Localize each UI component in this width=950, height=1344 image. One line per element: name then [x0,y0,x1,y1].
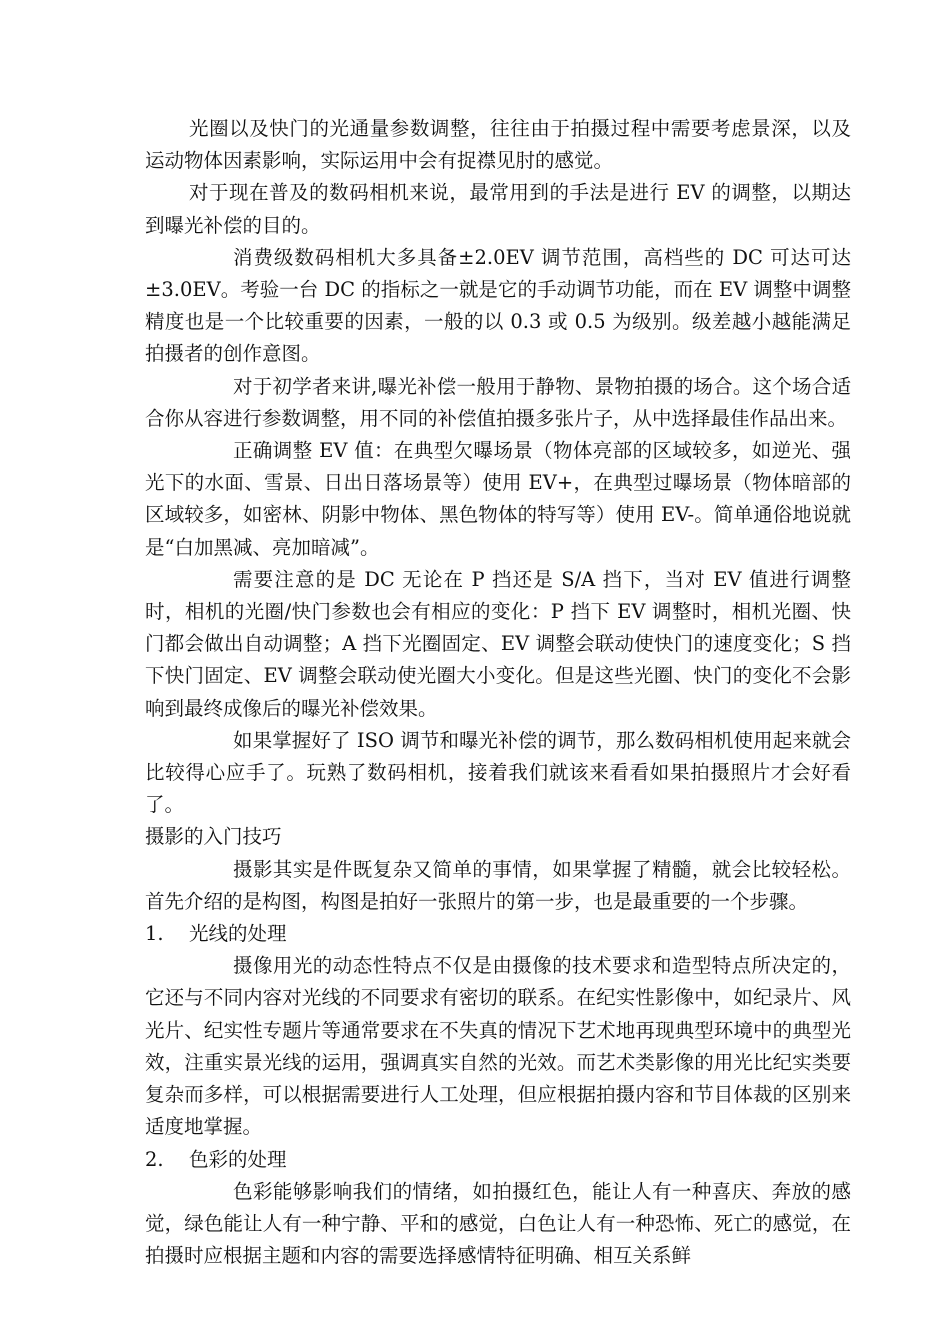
body-paragraph: 如果掌握好了 ISO 调节和曝光补偿的调节，那么数码相机使用起来就会比较得心应手了。玩熟了数码相机，接着我们就该来看看如果拍摄照片才会好看了。 [145,728,851,817]
body-paragraph: 光圈以及快门的光通量参数调整，往往由于拍摄过程中需要考虑景深，以及运动物体因素影响，实际运用中会有捉襟见肘的感觉。 [145,117,851,173]
body-paragraph: 对于初学者来讲,曝光补偿一般用于静物、景物拍摄的场合。这个场合适合你从容进行参数调整，用不同的补偿值拍摄多张片子，从中选择最佳作品出来。 [145,374,851,430]
body-paragraph: 需要注意的是 DC 无论在 P 挡还是 S/A 挡下，当对 EV 值进行调整时，相机的光圈/快门参数也会有相应的变化：P 挡下 EV 调整时，相机光圈、快门都会做出自动调整；A 挡下光圈固定、EV 调整会联动使快门的速度变化；S 挡下快门固定、EV 调整会联动使光圈大小变化。但是这些光圈、快门的变化不会影响到最终成像后的曝光补偿效果。 [145,567,851,720]
item-title: 光线的处理 [189,922,287,946]
numbered-heading-color [145,1144,851,1176]
item-title: 色彩的处理 [189,1147,287,1171]
body-paragraph: 消费级数码相机大多具备±2.0EV 调节范围，高档些的 DC 可达可达±3.0EV。考验一台 DC 的指标之一就是它的手动调节功能，而在 EV 调整中调整精度也是一个比较重要的因素，一般的以 0.3 或 0.5 为级别。级差越小越能满足拍摄者的创作意图。 [145,245,851,366]
item-body: 色彩能够影响我们的情绪，如拍摄红色，能让人有一种喜庆、奔放的感觉，绿色能让人有一种宁静、平和的感觉，白色让人有一种恐怖、死亡的感觉，在拍摄时应根据主题和内容的需要选择感情特征明确、相互关系鲜 [145,1179,851,1268]
item-number: 2. [145,1147,164,1171]
numbered-heading-light [145,918,851,950]
item-body: 摄像用光的动态性特点不仅是由摄像的技术要求和造型特点所决定的，它还与不同内容对光线的不同要求有密切的联系。在纪实性影像中，如纪录片、风光片、纪实性专题片等通常要求在不失真的情况下艺术地再现典型环境中的典型光效，注重实景光线的运用，强调真实自然的光效。而艺术类影像的用光比纪实类要复杂而多样，可以根据需要进行人工处理，但应根据拍摄内容和节目体裁的区别来适度地掌握。 [145,954,851,1139]
section-title: 摄影的入门技巧 [145,825,282,849]
body-paragraph: 正确调整 EV 值：在典型欠曝场景（物体亮部的区域较多，如逆光、强光下的水面、雪景、日出日落场景等）使用 EV+，在典型过曝场景（物体暗部的区域较多，如密林、阴影中物体、黑色物体的特写等）使用 EV-。简单通俗地说就是“白加黑减、亮加暗减”。 [145,439,851,559]
document-page [145,113,851,1272]
section-intro: 摄影其实是件既复杂又简单的事情，如果掌握了精髓，就会比较轻松。首先介绍的是构图，构图是拍好一张照片的第一步，也是最重要的一个步骤。 [145,857,851,913]
body-paragraph: 对于现在普及的数码相机来说，最常用到的手法是进行 EV 的调整，以期达到曝光补偿的目的。 [145,181,851,237]
item-number: 1. [145,922,164,946]
